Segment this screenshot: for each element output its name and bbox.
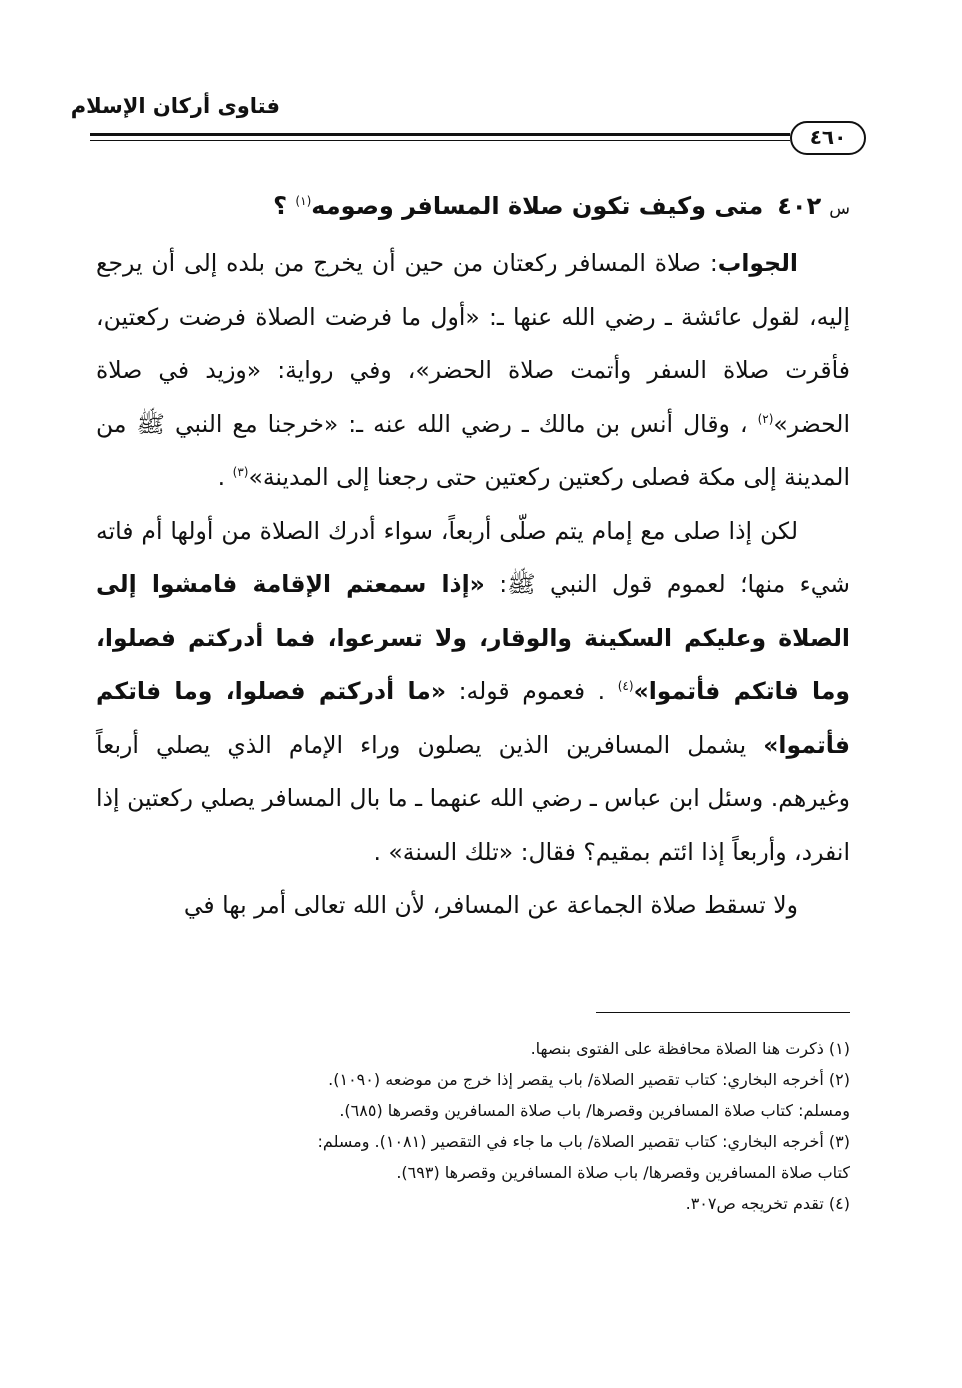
footnote-3-continued: كتاب صلاة المسافرين وقصرها/ باب صلاة المسافرين وقصرها (٦٩٣). [396,1163,850,1182]
footnote-ref-1: (١) [295,194,312,208]
header-rule-thick [90,133,790,136]
hadith-quote-1: «إذا سمعتم الإقامة فامشوا إلى الصلاة وعليكم السكينة والوقار، ولا تسرعوا، فما أدركتم فصلوا، وما فاتكم فأتموا» [96,570,851,705]
footnote-1: (١) ذكرت هنا الصلاة محافظة على الفتوى بنصها. [530,1039,850,1058]
footnote-ref-3: (٣) [232,465,249,480]
question-end: ؟ [273,192,296,220]
question-marker-icon: س [829,199,850,219]
answer-paragraph-1 [96,237,850,505]
answer-p1-text: : صلاة المسافر ركعتان من حين أن يخرج من بلده إلى أن يرجع إليه، لقول عائشة ـ رضي الله عنها ـ: «أول ما فرضت الصلاة فرضت ركعتين، فأقرت صلاة السفر وأتمت صلاة الحضر»، وفي رواية: «وزيد في صلاة الحضر» [96,249,850,438]
answer-label: الجواب [717,249,798,277]
running-header-title: فتاوى أركان الإسلام [70,94,280,118]
answer-paragraph-3: ولا تسقط صلاة الجماعة عن المسافر، لأن الله تعالى أمر بها في [183,891,798,919]
header-rule-thin [90,140,790,141]
hadith-quote-2: «ما أدركتم فصلوا، وما فاتكم فأتموا» [96,677,850,759]
footnotes [96,1033,850,1219]
footnote-4: (٤) تقدم تخريجه ص٣٠٧. [685,1194,850,1213]
main-text [96,178,850,933]
question-text: متى وكيف تكون صلاة المسافر وصومه [311,192,764,220]
answer-p2-text-b: . فعموم قوله: [446,677,618,705]
footnote-3: (٣) أخرجه البخاري: كتاب تقصير الصلاة/ باب ما جاء في التقصير (١٠٨١). ومسلم: [317,1132,850,1151]
question-heading [96,178,850,237]
answer-paragraph-2 [96,505,850,880]
footnote-separator [596,1012,850,1013]
answer-p1-text-b: ، وقال أنس بن مالك ـ رضي الله عنه ـ: «خرجنا مع النبي ﷺ من المدينة إلى مكة فصلى ركعتين ركعتين حتى رجعنا إلى المدينة» [96,409,850,491]
question-number: ٤٠٢ [777,192,822,220]
footnote-ref-4: (٤) [617,679,634,694]
answer-p1-end: . [217,463,233,491]
answer-p2-text-c: يشمل المسافرين الذين يصلون وراء الإمام الذي يصلي أربعاً وغيرهم. وسئل ابن عباس ـ رضي الله عنهما ـ ما بال المسافر يصلي ركعتين إذا انفرد، وأربعاً إذا ائتم بمقيم؟ فقال: «تلك السنة» . [96,730,850,866]
footnote-2-continued: ومسلم: كتاب صلاة المسافرين وقصرها/ باب صلاة المسافرين وقصرها (٦٨٥). [339,1101,850,1120]
answer-p2-text-a: لكن إذا صلى مع إمام يتم صلّى أربعاً، سواء أدرك الصلاة من أولها أم فاته شيء منها؛ لعموم قول النبي ﷺ: [96,516,850,598]
page-number-badge: ٤٦٠ [790,121,866,155]
footnote-2: (٢) أخرجه البخاري: كتاب تقصير الصلاة/ باب يقصر إذا خرج من موضعه (١٠٩٠). [328,1070,850,1089]
footnote-ref-2: (٢) [757,411,774,426]
